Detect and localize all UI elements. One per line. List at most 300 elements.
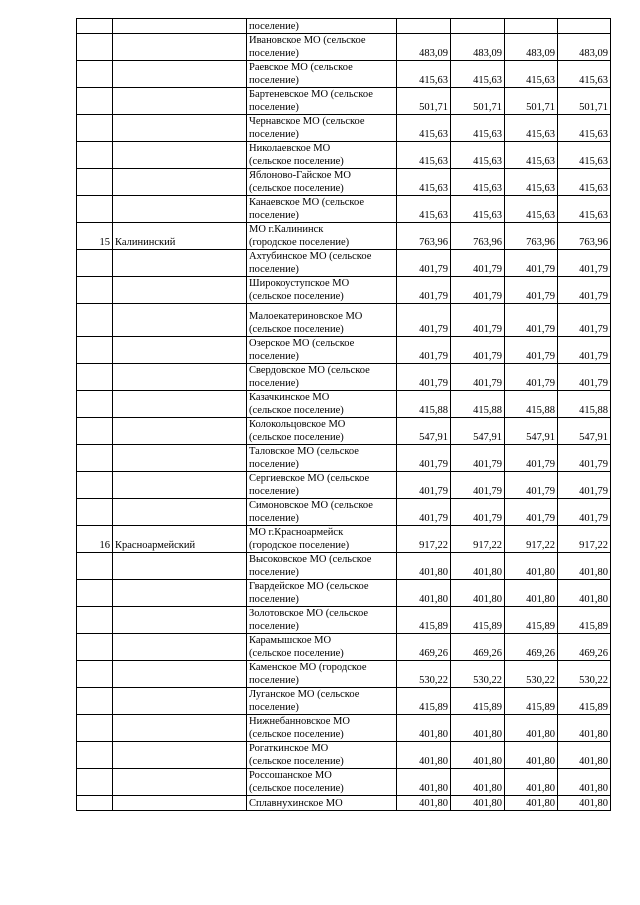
municipality-name-line: Таловское МО (сельское (249, 446, 359, 457)
municipality-name-line: Карамышское МО (249, 635, 332, 646)
district-name: Красноармейский (113, 526, 247, 553)
value-cell-1: 415,89 (397, 688, 451, 715)
value-cell-4: 415,63 (558, 169, 611, 196)
value-cell-1: 415,63 (397, 196, 451, 223)
district-name (113, 304, 247, 337)
row-number (77, 472, 113, 499)
value-cell-4: 401,80 (558, 796, 611, 811)
municipality-name-line: поселение) (249, 513, 299, 524)
municipality-name-line: поселение) (249, 702, 299, 713)
value-cell-3: 530,22 (505, 661, 558, 688)
value-cell-3: 415,88 (505, 391, 558, 418)
table-row (77, 607, 611, 634)
value-cell-1: 401,79 (397, 499, 451, 526)
row-number (77, 277, 113, 304)
table-row (77, 553, 611, 580)
table-row (77, 526, 611, 553)
value-cell-3 (505, 19, 558, 34)
municipality-name (247, 196, 397, 223)
municipality-name (247, 553, 397, 580)
value-cell-3: 401,80 (505, 769, 558, 796)
municipality-name-line: поселение) (249, 48, 299, 59)
municipality-name-line: Чернавское МО (сельское (249, 116, 365, 127)
municipality-name-line: Сергиевское МО (сельское (249, 473, 370, 484)
municipality-name (247, 607, 397, 634)
municipality-name-line: Николаевское МО (249, 143, 331, 154)
district-name (113, 445, 247, 472)
value-cell-3: 469,26 (505, 634, 558, 661)
row-number (77, 769, 113, 796)
municipality-name-line: Раевское МО (сельское (249, 62, 353, 73)
value-cell-2: 401,79 (451, 364, 505, 391)
value-cell-1: 401,79 (397, 445, 451, 472)
row-number (77, 115, 113, 142)
value-cell-2: 530,22 (451, 661, 505, 688)
value-cell-4: 483,09 (558, 34, 611, 61)
district-name (113, 769, 247, 796)
row-number (77, 634, 113, 661)
municipality-name-line: Свердовское МО (сельское (249, 365, 370, 376)
district-name (113, 472, 247, 499)
municipality-name (247, 277, 397, 304)
district-name (113, 88, 247, 115)
value-cell-3: 415,63 (505, 169, 558, 196)
value-cell-1: 401,80 (397, 796, 451, 811)
table-row (77, 364, 611, 391)
municipality-name-line: поселение) (249, 102, 299, 113)
value-cell-2: 401,79 (451, 250, 505, 277)
value-cell-3: 401,79 (505, 277, 558, 304)
value-cell-2: 469,26 (451, 634, 505, 661)
district-name (113, 580, 247, 607)
value-cell-3: 415,63 (505, 115, 558, 142)
value-cell-3: 415,63 (505, 61, 558, 88)
value-cell-3: 401,79 (505, 472, 558, 499)
value-cell-4: 401,79 (558, 472, 611, 499)
row-number (77, 580, 113, 607)
table-row (77, 169, 611, 196)
value-cell-1: 501,71 (397, 88, 451, 115)
district-name (113, 142, 247, 169)
value-cell-1: 401,79 (397, 472, 451, 499)
value-cell-3: 401,80 (505, 742, 558, 769)
municipality-name (247, 526, 397, 553)
municipality-name-line: (сельское поселение) (249, 729, 344, 740)
value-cell-4: 401,80 (558, 715, 611, 742)
municipality-name-line: Каменское МО (городское (249, 662, 367, 673)
municipality-name-line: Ахтубинское МО (сельское (249, 251, 372, 262)
district-name (113, 688, 247, 715)
value-cell-4: 401,80 (558, 769, 611, 796)
value-cell-4: 401,79 (558, 304, 611, 337)
district-name (113, 715, 247, 742)
municipality-name-line: Сплавнухинское МО (249, 798, 343, 809)
value-cell-1 (397, 19, 451, 34)
tariff-table (76, 18, 611, 811)
row-number (77, 250, 113, 277)
value-cell-2: 401,79 (451, 472, 505, 499)
municipality-name-line: Луганское МО (сельское (249, 689, 360, 700)
table-row (77, 580, 611, 607)
municipality-name (247, 169, 397, 196)
value-cell-3: 401,79 (505, 304, 558, 337)
value-cell-4: 401,80 (558, 553, 611, 580)
value-cell-1: 415,63 (397, 142, 451, 169)
municipality-name (247, 61, 397, 88)
value-cell-2: 401,79 (451, 337, 505, 364)
municipality-name (247, 34, 397, 61)
municipality-name-line: Казачкинское МО (249, 392, 330, 403)
value-cell-2: 415,63 (451, 142, 505, 169)
value-cell-4 (558, 19, 611, 34)
table-row (77, 688, 611, 715)
row-number (77, 337, 113, 364)
municipality-name (247, 88, 397, 115)
table-row (77, 142, 611, 169)
district-name (113, 499, 247, 526)
row-number (77, 742, 113, 769)
value-cell-3: 401,80 (505, 796, 558, 811)
value-cell-1: 415,63 (397, 115, 451, 142)
table-row (77, 337, 611, 364)
value-cell-1: 401,80 (397, 715, 451, 742)
value-cell-2: 415,63 (451, 196, 505, 223)
municipality-name (247, 250, 397, 277)
value-cell-3: 547,91 (505, 418, 558, 445)
value-cell-1: 401,79 (397, 337, 451, 364)
municipality-name-line: Малоекатериновское МО (249, 311, 363, 322)
value-cell-2: 547,91 (451, 418, 505, 445)
municipality-name-line: поселение) (249, 594, 299, 605)
value-cell-4: 401,80 (558, 742, 611, 769)
municipality-name (247, 19, 397, 34)
municipality-name-line: (сельское поселение) (249, 183, 344, 194)
value-cell-2: 415,63 (451, 169, 505, 196)
row-number (77, 196, 113, 223)
value-cell-3: 763,96 (505, 223, 558, 250)
table-row (77, 19, 611, 34)
table-row (77, 634, 611, 661)
value-cell-4: 415,63 (558, 115, 611, 142)
value-cell-3: 401,80 (505, 715, 558, 742)
municipality-name (247, 304, 397, 337)
municipality-name-line: поселение) (249, 75, 299, 86)
value-cell-1: 401,80 (397, 580, 451, 607)
row-number (77, 553, 113, 580)
value-cell-4: 415,89 (558, 688, 611, 715)
table-row (77, 88, 611, 115)
municipality-name (247, 580, 397, 607)
value-cell-1: 917,22 (397, 526, 451, 553)
municipality-name-line: поселение) (249, 210, 299, 221)
table-row (77, 418, 611, 445)
district-name (113, 19, 247, 34)
district-name (113, 115, 247, 142)
municipality-name-line: поселение) (249, 264, 299, 275)
table-row (77, 250, 611, 277)
value-cell-2: 917,22 (451, 526, 505, 553)
municipality-name (247, 391, 397, 418)
district-name: Калининский (113, 223, 247, 250)
row-number (77, 715, 113, 742)
municipality-name-line: поселение) (249, 459, 299, 470)
municipality-name-line: поселение) (249, 621, 299, 632)
municipality-name-line: Яблоново-Гайское МО (249, 170, 351, 181)
municipality-name (247, 715, 397, 742)
value-cell-3: 401,79 (505, 499, 558, 526)
value-cell-3: 483,09 (505, 34, 558, 61)
municipality-name (247, 796, 397, 811)
value-cell-4: 917,22 (558, 526, 611, 553)
row-number: 15 (77, 223, 113, 250)
district-name (113, 418, 247, 445)
value-cell-4: 415,63 (558, 196, 611, 223)
municipality-name (247, 661, 397, 688)
value-cell-4: 401,79 (558, 250, 611, 277)
row-number (77, 445, 113, 472)
municipality-name-line: Гвардейское МО (сельское (249, 581, 369, 592)
value-cell-1: 401,79 (397, 364, 451, 391)
district-name (113, 196, 247, 223)
municipality-name-line: Нижнебанновское МО (249, 716, 350, 727)
row-number (77, 499, 113, 526)
value-cell-3: 415,63 (505, 142, 558, 169)
municipality-name (247, 688, 397, 715)
municipality-name-line: Симоновское МО (сельское (249, 500, 373, 511)
value-cell-1: 483,09 (397, 34, 451, 61)
municipality-name-line: (сельское поселение) (249, 324, 344, 335)
row-number: 16 (77, 526, 113, 553)
value-cell-1: 401,80 (397, 553, 451, 580)
municipality-name-line: МО г.Красноармейск (249, 527, 344, 538)
value-cell-1: 547,91 (397, 418, 451, 445)
value-cell-1: 401,79 (397, 277, 451, 304)
value-cell-3: 401,79 (505, 445, 558, 472)
value-cell-2: 415,89 (451, 688, 505, 715)
value-cell-2: 415,89 (451, 607, 505, 634)
municipality-name-line: поселение) (249, 378, 299, 389)
municipality-name-line: Широкоуступское МО (249, 278, 350, 289)
district-name (113, 742, 247, 769)
district-name (113, 34, 247, 61)
municipality-name-line: Канаевское МО (сельское (249, 197, 365, 208)
value-cell-4: 415,63 (558, 142, 611, 169)
value-cell-1: 415,63 (397, 169, 451, 196)
value-cell-3: 501,71 (505, 88, 558, 115)
value-cell-4: 401,79 (558, 337, 611, 364)
municipality-name-line: Рогаткинское МО (249, 743, 329, 754)
row-number (77, 688, 113, 715)
municipality-name (247, 223, 397, 250)
municipality-name-line: поселение) (249, 675, 299, 686)
value-cell-2 (451, 19, 505, 34)
value-cell-1: 401,79 (397, 250, 451, 277)
value-cell-4: 501,71 (558, 88, 611, 115)
municipality-name-line: (городское поселение) (249, 237, 350, 248)
value-cell-4: 415,88 (558, 391, 611, 418)
district-name (113, 169, 247, 196)
municipality-name-line: Высоковское МО (сельское (249, 554, 372, 565)
municipality-name (247, 499, 397, 526)
value-cell-2: 763,96 (451, 223, 505, 250)
value-cell-1: 401,80 (397, 769, 451, 796)
value-cell-2: 415,63 (451, 115, 505, 142)
municipality-name-line: Колокольцовское МО (249, 419, 346, 430)
row-number (77, 796, 113, 811)
value-cell-4: 415,63 (558, 61, 611, 88)
row-number (77, 169, 113, 196)
value-cell-2: 401,80 (451, 580, 505, 607)
row-number (77, 304, 113, 337)
district-name (113, 364, 247, 391)
row-number (77, 418, 113, 445)
value-cell-3: 415,89 (505, 607, 558, 634)
municipality-name (247, 445, 397, 472)
district-name (113, 634, 247, 661)
municipality-name-line: (сельское поселение) (249, 783, 344, 794)
municipality-name-line: поселение) (249, 567, 299, 578)
value-cell-4: 415,89 (558, 607, 611, 634)
value-cell-1: 401,80 (397, 742, 451, 769)
municipality-name (247, 742, 397, 769)
municipality-name-line: (сельское поселение) (249, 156, 344, 167)
district-name (113, 391, 247, 418)
municipality-name (247, 337, 397, 364)
municipality-name (247, 115, 397, 142)
value-cell-2: 401,80 (451, 553, 505, 580)
table-row (77, 499, 611, 526)
municipality-name-line: поселение) (249, 21, 299, 32)
value-cell-1: 415,88 (397, 391, 451, 418)
value-cell-2: 401,79 (451, 445, 505, 472)
district-name (113, 250, 247, 277)
table-row (77, 277, 611, 304)
value-cell-2: 401,80 (451, 742, 505, 769)
table-row (77, 391, 611, 418)
value-cell-4: 763,96 (558, 223, 611, 250)
value-cell-4: 401,79 (558, 277, 611, 304)
municipality-name-line: Бартеневское МО (сельское (249, 89, 373, 100)
value-cell-3: 401,80 (505, 580, 558, 607)
table-row (77, 445, 611, 472)
value-cell-2: 415,63 (451, 61, 505, 88)
municipality-name (247, 769, 397, 796)
value-cell-3: 401,80 (505, 553, 558, 580)
table-row (77, 196, 611, 223)
value-cell-4: 401,79 (558, 499, 611, 526)
value-cell-2: 401,79 (451, 499, 505, 526)
table-row (77, 769, 611, 796)
value-cell-2: 401,79 (451, 304, 505, 337)
value-cell-1: 530,22 (397, 661, 451, 688)
table-row (77, 742, 611, 769)
value-cell-3: 401,79 (505, 364, 558, 391)
value-cell-2: 483,09 (451, 34, 505, 61)
table-row (77, 796, 611, 811)
municipality-name-line: МО г.Калининск (249, 224, 324, 235)
value-cell-3: 917,22 (505, 526, 558, 553)
row-number (77, 364, 113, 391)
municipality-name (247, 418, 397, 445)
municipality-name-line: Россошанское МО (249, 770, 332, 781)
municipality-name-line: Ивановское МО (сельское (249, 35, 366, 46)
value-cell-4: 401,80 (558, 580, 611, 607)
value-cell-3: 401,79 (505, 250, 558, 277)
table-row (77, 61, 611, 88)
row-number (77, 19, 113, 34)
district-name (113, 277, 247, 304)
table-row (77, 223, 611, 250)
row-number (77, 34, 113, 61)
municipality-name-line: Золотовское МО (сельское (249, 608, 368, 619)
value-cell-4: 469,26 (558, 634, 611, 661)
value-cell-3: 415,63 (505, 196, 558, 223)
value-cell-2: 415,88 (451, 391, 505, 418)
municipality-name-line: поселение) (249, 486, 299, 497)
municipality-name-line: (городское поселение) (249, 540, 350, 551)
district-name (113, 607, 247, 634)
table-row (77, 34, 611, 61)
value-cell-3: 415,89 (505, 688, 558, 715)
municipality-name-line: (сельское поселение) (249, 291, 344, 302)
municipality-name-line: (сельское поселение) (249, 405, 344, 416)
table-row (77, 715, 611, 742)
value-cell-2: 401,79 (451, 277, 505, 304)
municipality-name-line: (сельское поселение) (249, 756, 344, 767)
district-name (113, 553, 247, 580)
row-number (77, 661, 113, 688)
table-row (77, 304, 611, 337)
district-name (113, 661, 247, 688)
municipality-name (247, 634, 397, 661)
value-cell-4: 401,79 (558, 364, 611, 391)
municipality-name-line: поселение) (249, 351, 299, 362)
municipality-name (247, 364, 397, 391)
value-cell-4: 547,91 (558, 418, 611, 445)
value-cell-4: 401,79 (558, 445, 611, 472)
value-cell-3: 401,79 (505, 337, 558, 364)
row-number (77, 88, 113, 115)
district-name (113, 337, 247, 364)
table-row (77, 472, 611, 499)
value-cell-1: 415,63 (397, 61, 451, 88)
table-body (77, 19, 611, 811)
value-cell-4: 530,22 (558, 661, 611, 688)
value-cell-1: 415,89 (397, 607, 451, 634)
table-row (77, 661, 611, 688)
row-number (77, 607, 113, 634)
row-number (77, 142, 113, 169)
value-cell-2: 401,80 (451, 769, 505, 796)
municipality-name-line: поселение) (249, 129, 299, 140)
value-cell-2: 401,80 (451, 796, 505, 811)
municipality-name (247, 472, 397, 499)
value-cell-1: 401,79 (397, 304, 451, 337)
district-name (113, 796, 247, 811)
municipality-name-line: Озерское МО (сельское (249, 338, 355, 349)
value-cell-1: 763,96 (397, 223, 451, 250)
value-cell-2: 401,80 (451, 715, 505, 742)
table-row (77, 115, 611, 142)
municipality-name-line: (сельское поселение) (249, 648, 344, 659)
district-name (113, 61, 247, 88)
value-cell-1: 469,26 (397, 634, 451, 661)
value-cell-2: 501,71 (451, 88, 505, 115)
row-number (77, 61, 113, 88)
municipality-name-line: (сельское поселение) (249, 432, 344, 443)
municipality-name (247, 142, 397, 169)
row-number (77, 391, 113, 418)
